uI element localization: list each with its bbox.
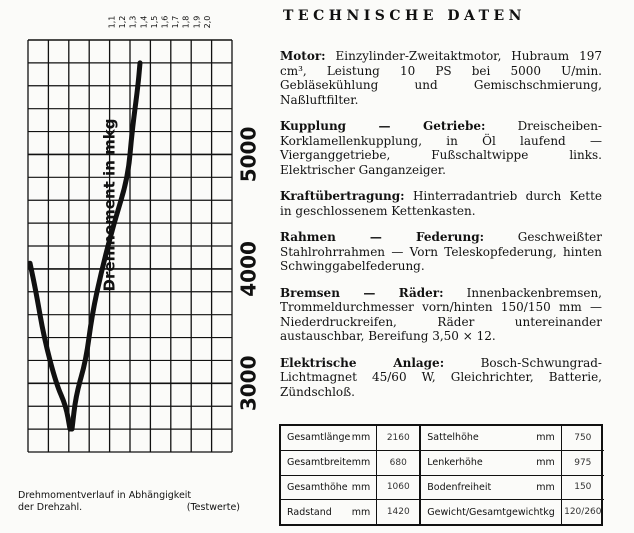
spec-text: Bosch-Schwungrad-Lichtmagnet 45/60 W, Gleichrichter, Batterie, Zündschloß. xyxy=(280,355,602,399)
dim-label xyxy=(421,507,561,518)
chart-caption xyxy=(18,490,240,514)
spec-label: Motor: xyxy=(280,49,326,63)
torque-tick-label: 1,8 xyxy=(181,15,191,29)
spec-text: Einzylinder-Zweitaktmotor, Hubraum 197 cm³, Leistung 10 PS bei 5000 U/min. Gebläsekühlung und Gemischschmierung, Naßluftfilter. xyxy=(280,49,602,107)
dim-name: Sattelhöhe xyxy=(427,432,479,444)
dim-label xyxy=(281,482,376,493)
dim-value: 2160 xyxy=(376,426,419,450)
table-row xyxy=(421,451,604,476)
dim-name: Lenkerhöhe xyxy=(427,457,483,469)
dim-label xyxy=(421,457,561,468)
dim-name: Gesamthöhe xyxy=(287,481,348,493)
dim-label xyxy=(281,507,376,518)
torque-tick-label: 1,5 xyxy=(149,15,159,29)
spec-label: Kraftübertragung: xyxy=(280,189,405,203)
torque-tick-label: 1,2 xyxy=(118,15,128,29)
table-row xyxy=(421,426,604,451)
specs-list xyxy=(280,37,602,407)
dim-value: 120/260 xyxy=(561,500,604,524)
torque-tick-label: 2,0 xyxy=(202,15,212,29)
caption-line-1: Drehmomentverlauf in Abhängigkeit xyxy=(18,490,192,501)
dim-value: 975 xyxy=(561,451,604,475)
dim-value: 1060 xyxy=(376,476,419,500)
torque-tick-label: 1,3 xyxy=(128,15,138,29)
dim-value: 750 xyxy=(561,426,604,450)
dim-value: 150 xyxy=(561,476,604,500)
table-row xyxy=(421,500,604,524)
rpm-tick-label: 5000 xyxy=(236,126,261,183)
dim-name: Gewicht/Gesamtgewicht xyxy=(427,506,544,518)
torque-curve xyxy=(30,263,70,429)
specs-title: TECHNISCHE DATEN xyxy=(283,8,526,24)
spec-text: Innenbackenbremsen, Trommeldurchmesser vorn/hinten 150/150 mm — Niederdruckreifen, Räder untereinander austauschbar, Bereifung 3,50 × 12. xyxy=(280,285,602,343)
spec-text: Geschweißter Stahlrohrrahmen — Vorn Teleskopfederung, hinten Schwinggabelfederung. xyxy=(280,230,602,273)
dim-unit: mm xyxy=(351,506,371,518)
dimensions-column-right xyxy=(421,426,604,524)
spec-elektrische-anlage xyxy=(280,356,602,400)
spec-kupplung-getriebe xyxy=(280,119,602,177)
dim-unit: kg xyxy=(543,506,555,518)
dim-name: Gesamtlänge xyxy=(287,432,351,444)
dim-unit: mm xyxy=(351,457,371,469)
spec-motor xyxy=(280,49,602,107)
caption-note: (Testwerte) xyxy=(186,502,240,513)
spec-rahmen-federung xyxy=(280,230,602,274)
table-row xyxy=(421,476,604,501)
torque-tick-label: 1,1 xyxy=(107,15,117,29)
table-row xyxy=(281,500,419,524)
table-row xyxy=(281,476,419,501)
rpm-tick-label: 3000 xyxy=(236,355,261,412)
spec-text: Hinterradantrieb durch Kette in geschlossenem Kettenkasten. xyxy=(280,189,602,218)
dim-unit: mm xyxy=(536,457,555,469)
dim-name: Radstand xyxy=(287,506,332,518)
spec-label: Elektrische Anlage: xyxy=(280,355,445,370)
dim-name: Bodenfreiheit xyxy=(427,481,492,493)
dim-unit: mm xyxy=(351,432,371,444)
torque-axis-label: Drehmoment in mkg xyxy=(100,118,119,292)
dim-unit: mm xyxy=(536,481,555,493)
dim-label xyxy=(281,432,376,443)
caption-line-2: der Drehzahl. xyxy=(18,502,83,513)
torque-chart xyxy=(0,0,270,490)
dim-name: Gesamtbreite xyxy=(287,457,352,469)
torque-tick-label: 1,6 xyxy=(160,15,170,29)
spec-label: Kupplung — Getriebe: xyxy=(280,119,486,133)
spec-label: Rahmen — Federung: xyxy=(280,230,485,244)
dimensions-table xyxy=(279,424,603,526)
table-row xyxy=(281,426,419,451)
dim-label xyxy=(421,432,561,443)
torque-tick-label: 1,7 xyxy=(171,15,181,29)
spec-label: Bremsen — Räder: xyxy=(280,285,444,300)
rpm-tick-label: 4000 xyxy=(236,241,261,297)
dim-label xyxy=(281,457,376,468)
spec-kraftuebertragung xyxy=(280,189,602,218)
dim-value: 1420 xyxy=(376,500,419,524)
torque-tick-label: 1,4 xyxy=(139,15,149,29)
dimensions-column-left xyxy=(281,426,421,524)
dim-value: 680 xyxy=(376,451,419,475)
torque-tick-label: 1,9 xyxy=(192,15,202,29)
dim-unit: mm xyxy=(536,432,555,444)
spec-bremsen-raeder xyxy=(280,286,602,344)
dim-unit: mm xyxy=(351,481,371,493)
table-row xyxy=(281,451,419,476)
dim-label xyxy=(421,482,561,493)
spec-text: Dreischeiben-Korklamellenkupplung, in Öl laufend — Vierganggetriebe, Fußschaltwippe links. Elektrischer Ganganzeiger. xyxy=(280,119,602,177)
